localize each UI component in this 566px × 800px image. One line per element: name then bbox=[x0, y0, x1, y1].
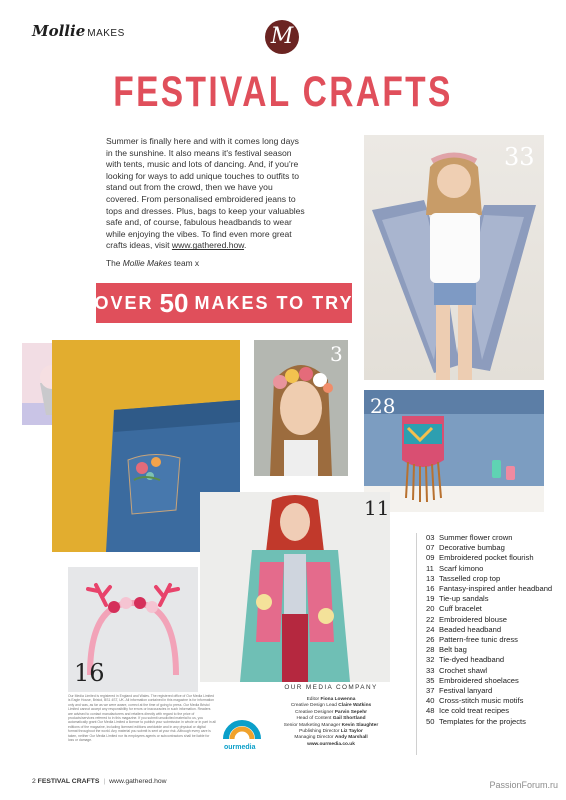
banner-post: MAKES TO TRY bbox=[194, 292, 354, 313]
contents-item bbox=[426, 645, 566, 655]
photo-scarf-kimono bbox=[200, 492, 390, 682]
legal-fine-print: Our Media Limited is registered in England and Wales. The registered office of Our Media Limited is Eagle House, Bristol, BS1 4ST, UK. All information contained in this magazine is for information only and was, as far as we were aware, correct at the time of going to press. Our Media Bristol Limited cannot accept any responsibility for errors or inaccuracies in such information. Readers are advised to contact manufacturers and retailers directly with regard to the price of products/services referred to in this magazine. If you submit unsolicited material to us, you automatically grant Our Media Limited a licence to publish your submission in whole or in part in all editions of the magazine, including licensed editions worldwide and in any physical or digital format throughout the world. Any material you submit is sent at your risk. Although every care is taken, neither Our Media Limited nor its employees agents or subcontractors shall be liable for loss or damage. bbox=[68, 694, 216, 743]
photo-belt-bag bbox=[364, 390, 544, 512]
monogram-badge: M bbox=[265, 20, 299, 54]
credit-role: Head of Content bbox=[296, 716, 332, 722]
makes-banner bbox=[96, 283, 352, 323]
contents-item-title: Fantasy-inspired antler headband bbox=[439, 584, 553, 594]
credit-name: Liz Taylor bbox=[340, 729, 363, 735]
contents-item bbox=[426, 696, 566, 706]
credits-list bbox=[272, 697, 390, 742]
intro-link-end: . bbox=[244, 240, 247, 251]
contents-item-page: 40 bbox=[426, 696, 435, 706]
contents-item-title: Scarf kimono bbox=[439, 563, 484, 573]
credit-role: Senior Marketing Manager bbox=[283, 722, 341, 728]
contents-item-title: Cross-stitch music motifs bbox=[439, 696, 524, 706]
contents-item-title: Belt bag bbox=[439, 645, 467, 655]
contents-item-page: 33 bbox=[426, 665, 435, 675]
credit-name: Claire Watkins bbox=[338, 703, 372, 709]
contents-list bbox=[426, 533, 566, 727]
credit-role: Creative Design Lead bbox=[290, 703, 337, 709]
contents-item-page: 50 bbox=[426, 716, 435, 726]
signoff-pre: The bbox=[106, 258, 123, 268]
contents-item-title: Pattern-free tunic dress bbox=[439, 635, 518, 645]
contents-item-page: 35 bbox=[426, 675, 435, 685]
contents-item-page: 24 bbox=[426, 624, 435, 634]
photo-number-16: 16 bbox=[74, 659, 105, 687]
contents-item-title: Festival lanyard bbox=[439, 686, 493, 696]
contents-item bbox=[426, 564, 566, 574]
contents-item-page: 28 bbox=[426, 645, 435, 655]
contents-item bbox=[426, 717, 566, 727]
contents-item-page: 09 bbox=[426, 553, 435, 563]
contents-item-title: Tie-up sandals bbox=[439, 594, 489, 604]
contents-item-title: Beaded headband bbox=[439, 624, 502, 634]
contents-item-page: 26 bbox=[426, 635, 435, 645]
credit-role: Publishing Director bbox=[299, 729, 340, 735]
contents-item bbox=[426, 553, 566, 563]
contents-item-page: 22 bbox=[426, 614, 435, 624]
brand-script: Mollie bbox=[32, 22, 86, 40]
contents-item-title: Crochet shawl bbox=[439, 665, 488, 675]
banner-pre: OVER bbox=[94, 292, 154, 313]
page-footer: 2 FESTIVAL CRAFTS | www.gathered.how bbox=[32, 778, 167, 785]
contents-item bbox=[426, 543, 566, 553]
contents-item-page: 32 bbox=[426, 655, 435, 665]
signoff bbox=[106, 258, 199, 268]
gathered-link[interactable]: www.gathered.how bbox=[171, 240, 245, 251]
contents-item-page: 19 bbox=[426, 594, 435, 604]
brand-sub: MAKES bbox=[87, 28, 125, 39]
signoff-post: team x bbox=[171, 258, 200, 268]
contents-item-page: 48 bbox=[426, 706, 435, 716]
intro-text: Summer is finally here and with it comes long days in the sunshine. It also means it's festival season with tents, music and lots of dancing. And, if you're looking for ways to add unique touches to outfits to stand out from the crowd, then we have you covered. From personalised embroidered jeans to tops and dresses. Plus, bags to keep your valuables safe and, of course, fabulous headbands to wear while enjoying the vibes. To find even more great crafts ideas, visit bbox=[106, 136, 305, 251]
intro-paragraph bbox=[106, 136, 306, 252]
contents-item bbox=[426, 574, 566, 584]
shawl-illustration bbox=[364, 135, 544, 380]
photo-number-11: 11 bbox=[364, 496, 390, 520]
contents-item bbox=[426, 615, 566, 625]
footer-section: FESTIVAL CRAFTS bbox=[37, 778, 100, 785]
site-watermark: PassionForum.ru bbox=[489, 780, 558, 790]
credit-role: Creative Designer bbox=[294, 709, 334, 715]
contents-item-page: 20 bbox=[426, 604, 435, 614]
credit-name: Kevin Slaughter bbox=[341, 722, 379, 728]
contents-item-page: 11 bbox=[426, 563, 434, 573]
photo-number-28: 28 bbox=[370, 394, 396, 418]
brand-logo bbox=[32, 22, 125, 40]
contents-item-title: Embroidered pocket flourish bbox=[439, 553, 534, 563]
credit-name: Andy Marshall bbox=[334, 735, 368, 741]
contents-item bbox=[426, 584, 566, 594]
contents-item bbox=[426, 676, 566, 686]
contents-item bbox=[426, 604, 566, 614]
publisher-website: www.ourmedia.co.uk bbox=[307, 741, 355, 747]
page-title: FESTIVAL CRAFTS bbox=[113, 68, 453, 116]
publisher-credits bbox=[272, 684, 390, 748]
photo-crochet-shawl bbox=[364, 135, 544, 380]
contents-item-page: 13 bbox=[426, 573, 435, 583]
ourmedia-wordmark: ourmedia bbox=[224, 744, 256, 751]
credit-name: Parvin Sepehr bbox=[334, 709, 367, 715]
photo-number-3: 3 bbox=[330, 342, 343, 366]
photo-number-33: 33 bbox=[504, 143, 535, 171]
kimono-illustration bbox=[200, 492, 390, 682]
contents-divider bbox=[416, 533, 417, 755]
banner-number: 50 bbox=[159, 287, 189, 318]
contents-item bbox=[426, 655, 566, 665]
publisher-name: OUR MEDIA COMPANY bbox=[284, 684, 378, 691]
contents-item-title: Embroidered blouse bbox=[439, 614, 507, 624]
credit-name: Gail Shortland bbox=[332, 716, 366, 722]
contents-item-page: 03 bbox=[426, 533, 435, 542]
contents-item-page: 07 bbox=[426, 543, 435, 553]
photo-antler-headband bbox=[68, 567, 198, 692]
contents-item-title: Summer flower crown bbox=[439, 533, 513, 542]
signoff-brand: Mollie Makes bbox=[122, 258, 172, 268]
contents-item-title: Decorative bumbag bbox=[439, 543, 505, 553]
contents-item bbox=[426, 666, 566, 676]
contents-item bbox=[426, 706, 566, 716]
contents-item-title: Tie-dyed headband bbox=[439, 655, 505, 665]
contents-item bbox=[426, 625, 566, 635]
credit-role: Editor bbox=[306, 697, 320, 702]
contents-item-page: 37 bbox=[426, 686, 435, 696]
contents-item-title: Templates for the projects bbox=[439, 716, 526, 726]
contents-item-title: Embroidered shoelaces bbox=[439, 675, 519, 685]
contents-item-title: Ice cold treat recipes bbox=[439, 706, 510, 716]
contents-item-title: Cuff bracelet bbox=[439, 604, 482, 614]
contents-item-title: Tasselled crop top bbox=[439, 573, 501, 583]
credit-role: Managing Director bbox=[294, 735, 334, 741]
footer-url[interactable]: www.gathered.how bbox=[109, 778, 167, 785]
contents-item bbox=[426, 635, 566, 645]
contents-item bbox=[426, 594, 566, 604]
contents-item bbox=[426, 533, 566, 543]
page-number: 2 bbox=[32, 778, 36, 785]
contents-item bbox=[426, 686, 566, 696]
credit-name: Fiona Lowenna bbox=[320, 697, 356, 702]
contents-item-page: 16 bbox=[426, 584, 435, 594]
photo-flower-crown bbox=[254, 340, 348, 476]
